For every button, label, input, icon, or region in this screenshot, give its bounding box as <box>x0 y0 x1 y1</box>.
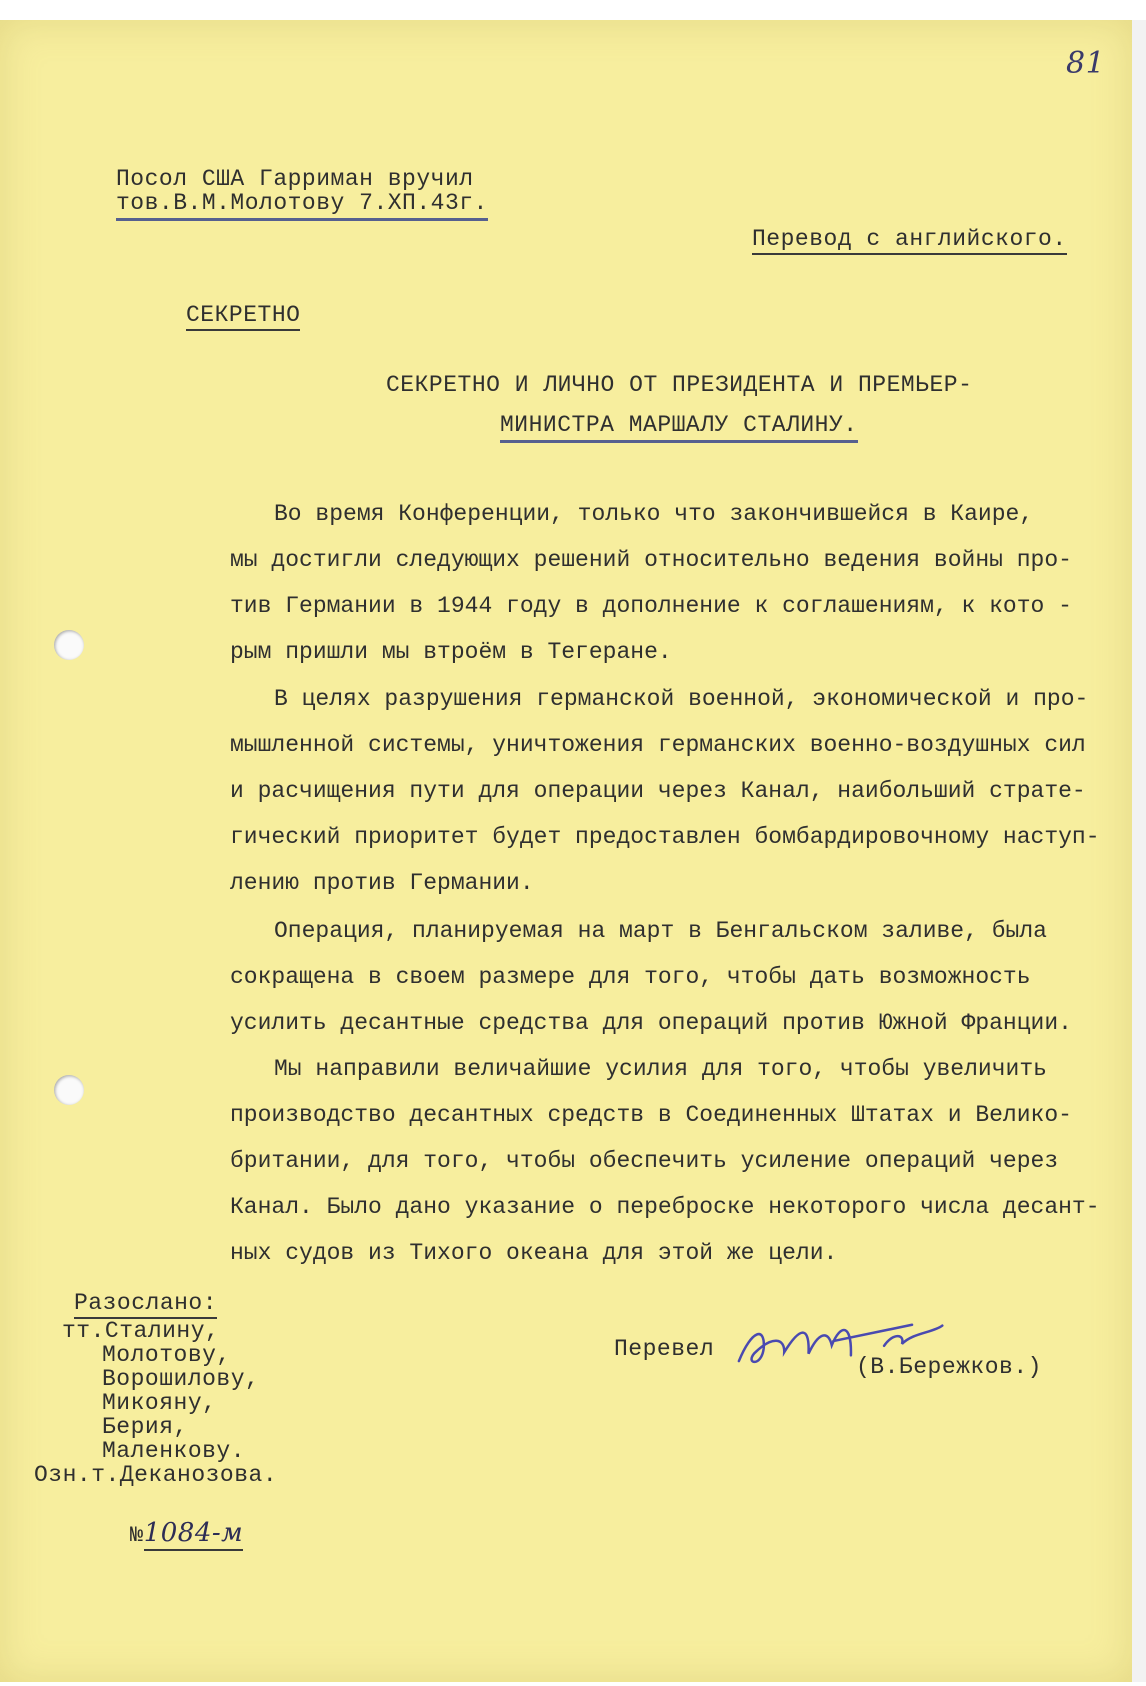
distribution-heading <box>74 1290 217 1316</box>
paragraph-line: рым пришли мы втроём в Тегеране. <box>230 639 672 665</box>
register-prefix: № <box>130 1523 144 1548</box>
translator-label: Перевел <box>614 1336 715 1362</box>
distribution-line: Берия, <box>102 1414 188 1440</box>
translation-note <box>752 226 1067 252</box>
translator-name: (В.Бережков.) <box>856 1354 1042 1380</box>
paragraph-line: мы достигли следующих решений относительно ведения войны про- <box>230 547 1072 573</box>
paragraph-line: и расчищения пути для операции через Канал, наибольший страте- <box>230 778 1086 804</box>
paragraph-line: лению против Германии. <box>230 870 534 896</box>
delivered-note-line1: Посол США Гарриман вручил <box>116 166 474 192</box>
paragraph-line: Канал. Было дано указание о переброске некоторого числа десант- <box>230 1194 1100 1220</box>
distribution-line: Молотову, <box>102 1342 231 1368</box>
classification-text: СЕКРЕТНО <box>186 302 300 331</box>
title-line1: СЕКРЕТНО И ЛИЧНО ОТ ПРЕЗИДЕНТА И ПРЕМЬЕР- <box>386 372 973 398</box>
distribution-line: Ворошилову, <box>102 1366 260 1392</box>
title-line2-text: МИНИСТРА МАРШАЛУ СТАЛИНУ. <box>500 412 858 443</box>
classification-stamp <box>186 302 300 328</box>
distribution-heading-text: Разослано: <box>74 1290 217 1319</box>
paragraph-line: усилить десантные средства для операций против Южной Франции. <box>230 1010 1072 1036</box>
page-number: 81 <box>1066 46 1106 81</box>
distribution-line: Маленкову. <box>102 1438 246 1464</box>
translation-note-text: Перевод с английского. <box>752 226 1067 255</box>
paragraph-line: В целях разрушения германской военной, экономической и про- <box>274 686 1089 712</box>
paragraph-line: гический приоритет будет предоставлен бомбардировочному наступ- <box>230 824 1100 850</box>
delivered-note-line2 <box>116 190 488 216</box>
paragraph-4 <box>230 1046 1130 1276</box>
paragraph-line: Операция, планируемая на март в Бенгальском заливе, была <box>274 918 1047 944</box>
register-number <box>130 1518 243 1548</box>
paragraph-line: тив Германии в 1944 году в дополнение к соглашениям, к кото - <box>230 593 1072 619</box>
paragraph-2 <box>230 676 1130 906</box>
register-value: 1084-м <box>144 1518 244 1551</box>
paragraph-1 <box>230 491 1130 675</box>
distribution-line: Озн.т.Деканозова. <box>34 1462 278 1488</box>
title-line2 <box>500 412 858 438</box>
paragraph-line: производство десантных средств в Соединенных Штатах и Велико- <box>230 1102 1072 1128</box>
scan-edge <box>1132 20 1146 1682</box>
distribution-line: Микояну, <box>102 1390 217 1416</box>
paragraph-line: Мы направили величайшие усилия для того, чтобы увеличить <box>274 1056 1047 1082</box>
paragraph-3 <box>230 908 1130 1046</box>
punch-hole <box>54 630 84 660</box>
paragraph-line: сокращена в своем размере для того, чтобы дать возможность <box>230 964 1031 990</box>
paragraph-line: Во время Конференции, только что закончившейся в Каире, <box>274 501 1034 527</box>
paragraph-line: британии, для того, чтобы обеспечить усиление операций через <box>230 1148 1059 1174</box>
distribution-line: тт.Сталину, <box>62 1318 220 1344</box>
punch-hole <box>54 1075 84 1105</box>
paragraph-line: ных судов из Тихого океана для этой же цели. <box>230 1240 838 1266</box>
delivered-note-line2-text: тов.В.М.Молотову 7.ХП.43г. <box>116 190 488 221</box>
paragraph-line: мышленной системы, уничтожения германских военно-воздушных сил <box>230 732 1086 758</box>
